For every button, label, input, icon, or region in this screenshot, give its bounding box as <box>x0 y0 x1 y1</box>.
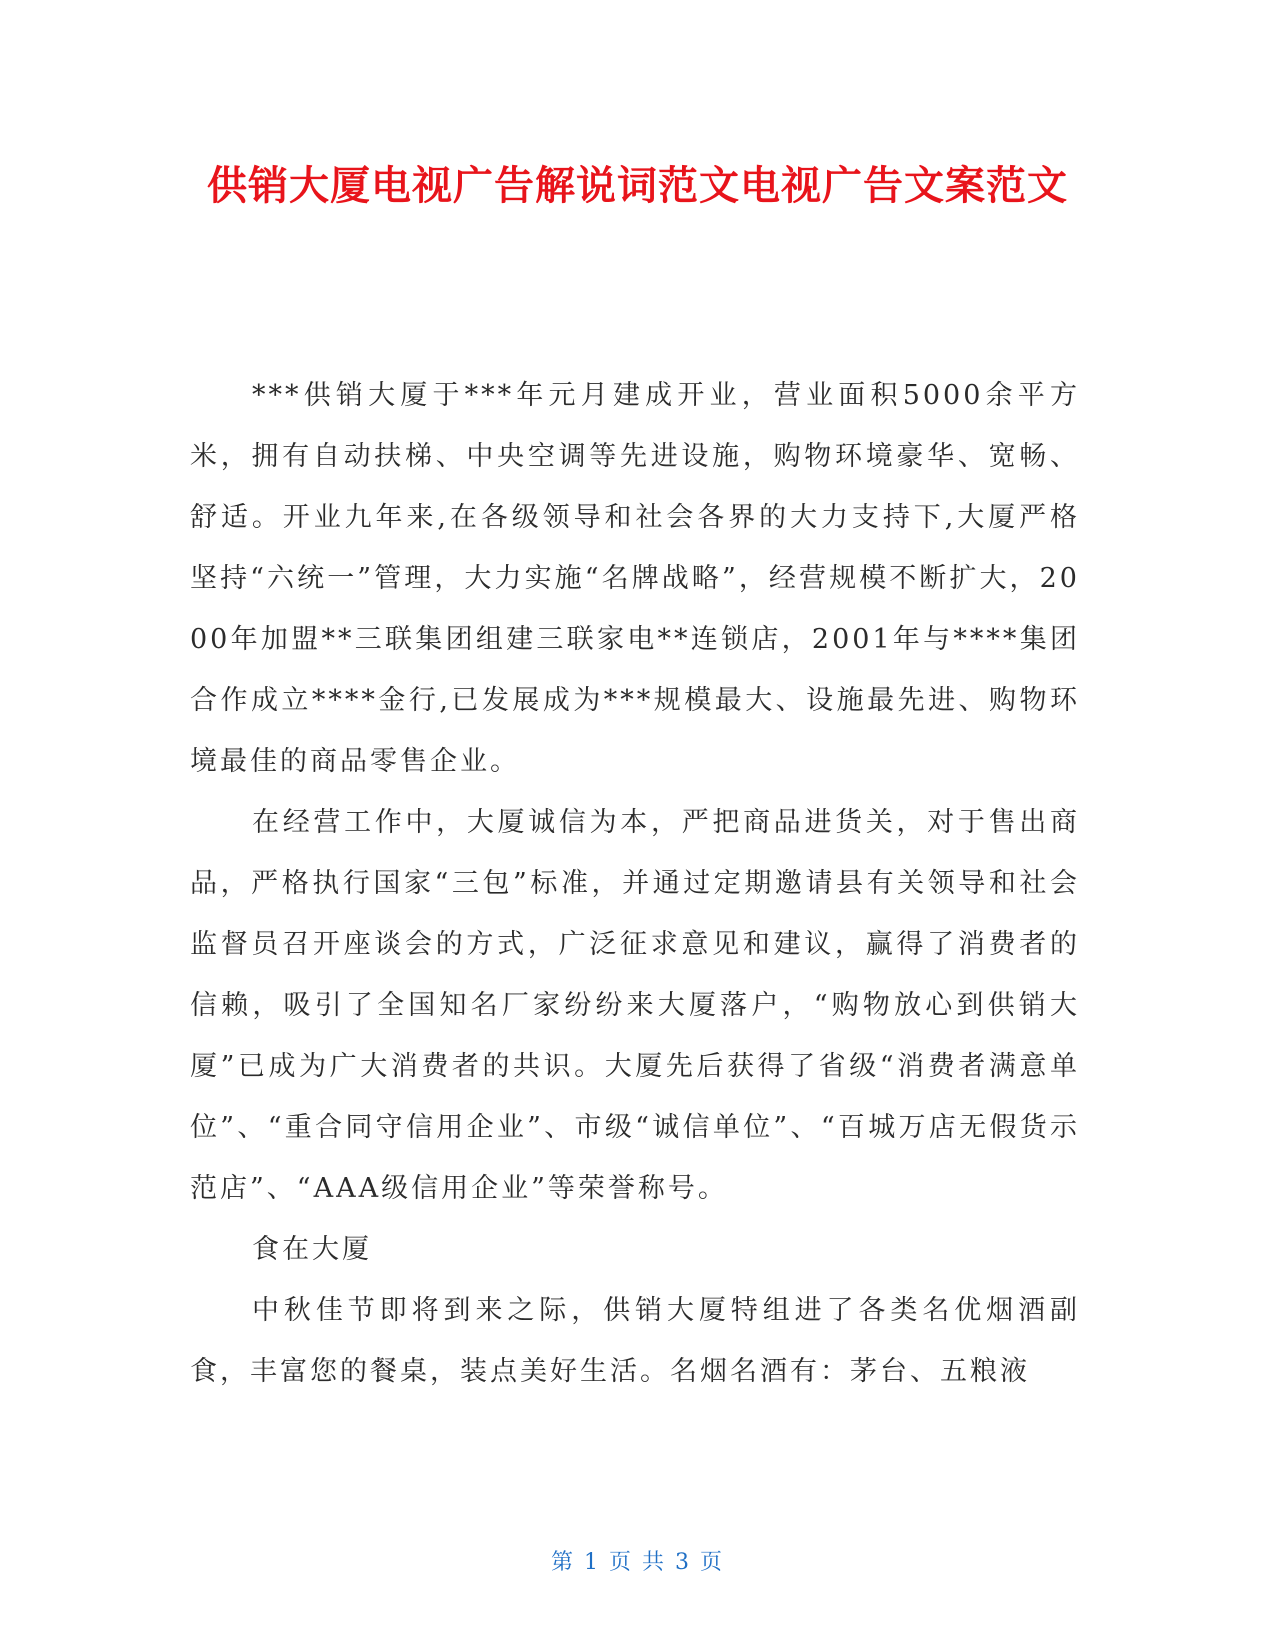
paragraph-operations: 在经营工作中，大厦诚信为本，严把商品进货关，对于售出商品，严格执行国家“三包”标准，并通过定期邀请县有关领导和社会监督员召开座谈会的方式，广泛征求意见和建议，赢得了消费者的信赖，吸引了全国知名厂家纷纷来大厦落户，“购物放心到供销大厦”已成为广大消费者的共识。大厦先后获得了省级“消费者满意单位”、“重合同守信用企业”、市级“诚信单位”、“百城万店无假货示范店”、“AAA级信用企业”等荣誉称号。 <box>190 807 1080 1204</box>
page-footer <box>0 1545 1275 1576</box>
page-number: 第 1 页 共 3 页 <box>551 1550 724 1575</box>
document-title: 供销大厦电视广告解说词范文电视广告文案范文 <box>207 163 1068 209</box>
paragraph-mid-autumn: 中秋佳节即将到来之际，供销大厦特组进了各类名优烟酒副食，丰富您的餐桌，装点美好生活。名烟名酒有：茅台、五粮液 <box>190 1295 1080 1387</box>
paragraph-intro: ***供销大厦于***年元月建成开业，营业面积5000余平方米，拥有自动扶梯、中央空调等先进设施，购物环境豪华、宽畅、舒适。开业九年来,在各级领导和社会各界的大力支持下,大厦严格坚持“六统一”管理，大力实施“名牌战略”，经营规模不断扩大，2000年加盟**三联集团组建三联家电**连锁店，2001年与****集团合作成立****金行,已发展成为***规模最大、设施最先进、购物环境最佳的商品零售企业。 <box>190 380 1080 777</box>
section-heading-food: 食在大厦 <box>252 1234 372 1265</box>
document-body <box>190 365 1080 1402</box>
